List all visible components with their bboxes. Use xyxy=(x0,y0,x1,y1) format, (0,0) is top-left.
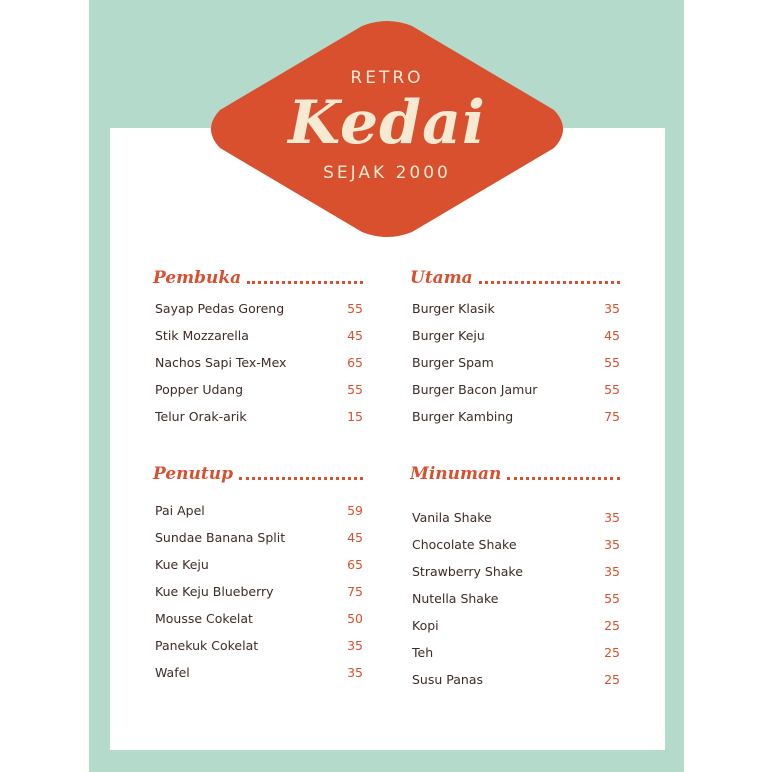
menu-item xyxy=(412,562,620,580)
item-price: 35 xyxy=(604,509,620,525)
item-price: 35 xyxy=(347,664,363,680)
menu-item xyxy=(412,616,620,634)
item-name: Wafel xyxy=(155,664,190,680)
menu-item xyxy=(412,407,620,425)
item-name: Pai Apel xyxy=(155,502,205,518)
item-price: 55 xyxy=(604,354,620,370)
section-header xyxy=(153,462,363,484)
item-name: Telur Orak-arik xyxy=(155,408,247,424)
item-name: Sayap Pedas Goreng xyxy=(155,300,285,316)
section-header xyxy=(410,266,620,288)
item-name: Chocolate Shake xyxy=(412,536,517,552)
item-price: 75 xyxy=(604,408,620,424)
brand-tagline-bottom: SEJAK 2000 xyxy=(323,163,451,183)
item-name: Nachos Sapi Tex-Mex xyxy=(155,354,287,370)
item-name: Vanila Shake xyxy=(412,509,492,525)
menu-item xyxy=(155,609,363,627)
item-name: Teh xyxy=(412,644,434,660)
item-price: 55 xyxy=(347,381,363,397)
menu-item xyxy=(155,501,363,519)
menu-item xyxy=(155,353,363,371)
item-name: Stik Mozzarella xyxy=(155,327,249,343)
menu-item xyxy=(155,326,363,344)
section-header xyxy=(410,462,620,484)
item-name: Nutella Shake xyxy=(412,590,499,606)
menu-item xyxy=(155,663,363,681)
menu-item xyxy=(155,636,363,654)
menu-item xyxy=(412,353,620,371)
item-name: Kopi xyxy=(412,617,439,633)
item-name: Strawberry Shake xyxy=(412,563,523,579)
item-price: 45 xyxy=(347,529,363,545)
item-price: 45 xyxy=(604,327,620,343)
menu-section-pembuka xyxy=(153,266,363,424)
item-name: Sundae Banana Split xyxy=(155,529,286,545)
item-name: Burger Spam xyxy=(412,354,494,370)
menu-item xyxy=(412,326,620,344)
item-name: Kue Keju Blueberry xyxy=(155,583,274,599)
menu-section-penutup xyxy=(153,462,363,680)
brand-tagline-top: RETRO xyxy=(350,68,424,88)
item-price: 65 xyxy=(347,556,363,572)
menu-item xyxy=(412,535,620,553)
menu-item xyxy=(155,582,363,600)
item-price: 55 xyxy=(604,381,620,397)
item-price: 35 xyxy=(604,300,620,316)
brand-badge xyxy=(202,20,572,238)
item-price: 25 xyxy=(604,617,620,633)
item-price: 35 xyxy=(604,563,620,579)
section-header xyxy=(153,266,363,288)
item-price: 15 xyxy=(347,408,363,424)
menu-item xyxy=(155,380,363,398)
dotted-leader xyxy=(247,281,363,284)
item-name: Burger Kambing xyxy=(412,408,514,424)
item-price: 45 xyxy=(347,327,363,343)
menu-section-minuman xyxy=(410,462,620,687)
section-title: Pembuka xyxy=(153,268,242,288)
item-price: 55 xyxy=(347,300,363,316)
dotted-leader xyxy=(507,477,620,480)
item-price: 25 xyxy=(604,644,620,660)
section-title: Utama xyxy=(410,268,473,288)
menu-item xyxy=(155,299,363,317)
menu-item xyxy=(155,555,363,573)
item-name: Burger Bacon Jamur xyxy=(412,381,538,397)
item-price: 50 xyxy=(347,610,363,626)
dotted-leader xyxy=(239,477,363,480)
menu-item xyxy=(155,528,363,546)
item-name: Susu Panas xyxy=(412,671,483,687)
item-name: Burger Klasik xyxy=(412,300,495,316)
menu-item xyxy=(412,299,620,317)
menu-item xyxy=(412,643,620,661)
menu-section-utama xyxy=(410,266,620,424)
section-title: Penutup xyxy=(153,464,233,484)
item-price: 35 xyxy=(347,637,363,653)
menu-item xyxy=(412,670,620,688)
section-title: Minuman xyxy=(410,464,502,484)
menu-item xyxy=(412,508,620,526)
menu-item xyxy=(155,407,363,425)
item-name: Kue Keju xyxy=(155,556,209,572)
item-price: 35 xyxy=(604,536,620,552)
item-name: Popper Udang xyxy=(155,381,244,397)
dotted-leader xyxy=(479,281,620,284)
item-price: 59 xyxy=(347,502,363,518)
item-price: 75 xyxy=(347,583,363,599)
brand-name: Kedai xyxy=(288,88,486,158)
menu-item xyxy=(412,380,620,398)
item-price: 25 xyxy=(604,671,620,687)
menu-item xyxy=(412,589,620,607)
item-name: Burger Keju xyxy=(412,327,485,343)
item-price: 65 xyxy=(347,354,363,370)
item-price: 55 xyxy=(604,590,620,606)
item-name: Mousse Cokelat xyxy=(155,610,253,626)
item-name: Panekuk Cokelat xyxy=(155,637,259,653)
